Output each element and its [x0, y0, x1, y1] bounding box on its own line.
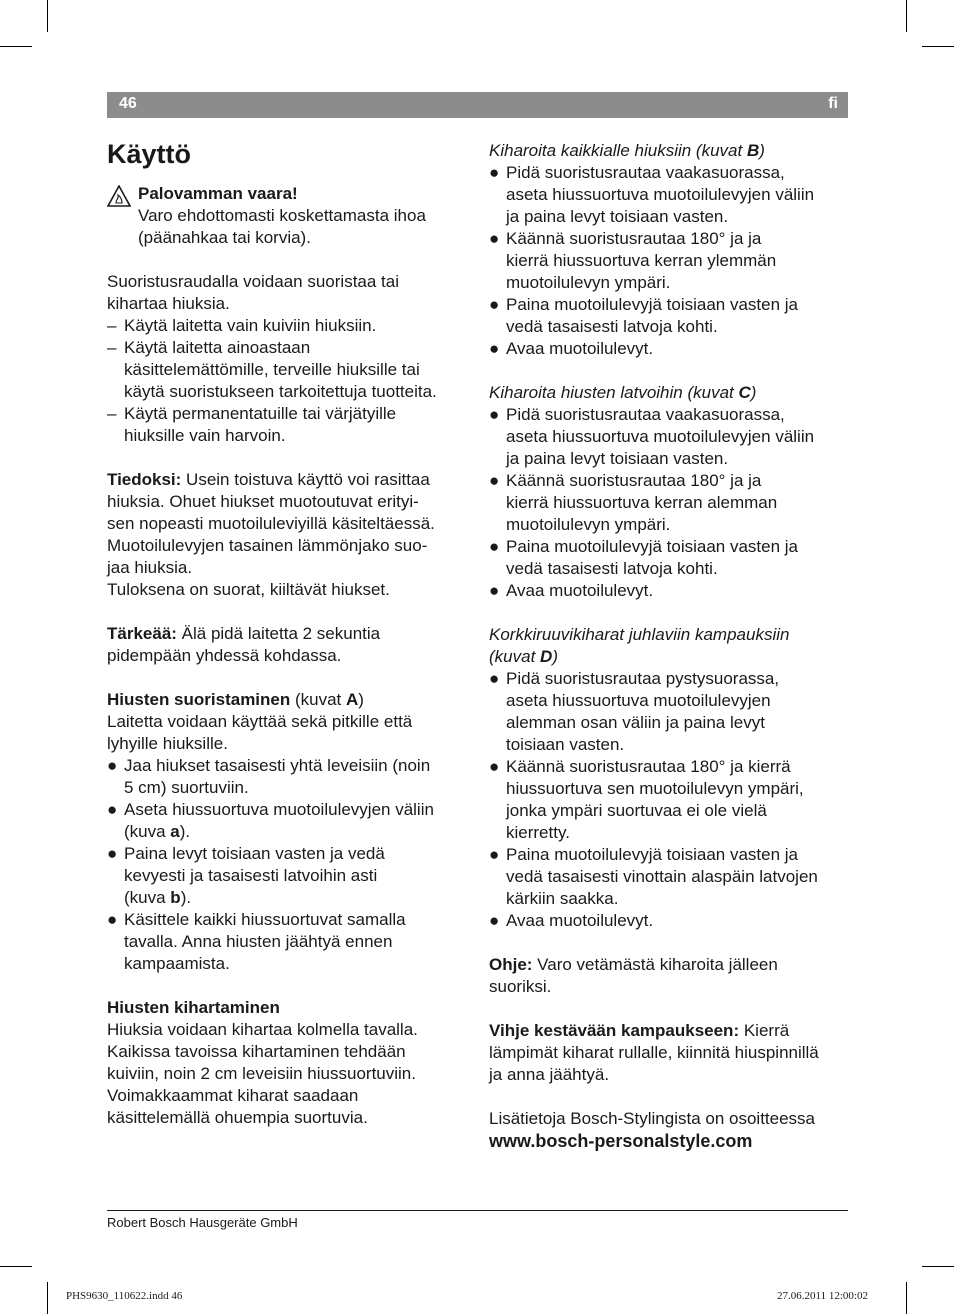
bullet-item: ● Avaa muotoilulevyt.: [489, 339, 654, 358]
note-paragraph: Ohje: Varo vetämästä kiharoita jälleen: [489, 955, 778, 974]
section-heading: (kuvat D): [489, 647, 558, 666]
bullet-item: ● Paina muotoilulevyjä toisiaan vasten ja vedä tasaisesti vinottain alaspäin latvojen kärkiin saakka.: [489, 845, 818, 908]
intro-line: kihartaa hiuksia.: [107, 294, 230, 313]
slug-file: PHS9630_110622.indd 46: [66, 1290, 183, 1302]
bullet-item: ● Paina muotoilulevyjä toisiaan vasten ja vedä tasaisesti latvoja kohti.: [489, 295, 799, 336]
crop-mark: [922, 46, 954, 47]
slug-datetime: 27.06.2011 12:00:02: [777, 1290, 868, 1302]
crop-mark: [47, 1282, 48, 1314]
bullet-item: ● Avaa muotoilulevyt.: [489, 581, 654, 600]
info-label: Tiedoksi:: [107, 470, 182, 489]
crop-mark: [906, 1282, 907, 1314]
bullet-item: ● Paina muotoilulevyjä toisiaan vasten ja vedä tasaisesti latvoja kohti.: [489, 537, 799, 578]
bullet-item: ● Käännä suoristusrautaa 180° ja ja kierrä hiussuortuva kerran ylemmän muotoilulevyn ympäri.: [489, 229, 777, 292]
bullet-item: ● Pidä suoristusrautaa vaakasuorassa, aseta hiussuortuva muotoilulevyjen väliin ja paina levyt toisiaan vasten.: [489, 163, 815, 226]
crop-mark: [0, 46, 32, 47]
left-column: Palovamman vaara! Varo ehdottomasti koskettamasta ihoa (päänahkaa tai korvia). Suoristusraudalla voidaan suoristaa tai kihartaa hiuksia. – Käytä laitetta vain kuiviin hiuksiin. – Käytä laitetta ainoastaan käsittelemättömille, terveille hiuksille tai käytä suoristukseen tarkoitettuja tuotteita. – Käytä permanentatuille tai värjätyille hiuksille vain harvoin. Tiedoksi: Usein toistuva käyttö voi rasittaa hiuksia. Ohuet hiukset muotoutuvat erityi- sen nopeasti muotoiluleviyillä käsiteltäessä. Muotoilulevyjen tasainen lämmönjako suo- jaa hiuksia. Tuloksena on suorat, kiiltävät hiukset. Tärkeää: Älä pidä laitetta 2 sekuntia pidempään yhdessä kohdassa. Hiusten suoristaminen (kuvat A) Laitetta voidaan käyttää sekä pitkille että lyhyille hiuksille. ● Jaa hiukset tasaisesti yhtä leveisiin (noin 5 cm) suortuviin. ● Aseta hiussuortuva muotoilulevyjen väliin (kuva a). ● Paina levyt toisiaan vasten ja vedä kevyesti ja tasaisesti latvoihin asti (kuva b). ● Käsittele kaikki hiussuortuvat samalla tavalla. Anna hiusten jäähtyä ennen kampaamista. Hiusten kihartaminen Hiuksia voidaan kihartaa kolmella tavalla. Kaikissa tavoissa kihartaminen tehdään kuiviin, noin 2 cm leveisiin hiussuortuviin. Voimakkaammat kiharat saadaan käsittelemällä ohuempia suortuvia.: [107, 183, 472, 1129]
important-paragraph: Tärkeää: Älä pidä laitetta 2 sekuntia: [107, 624, 381, 643]
page-title: Käyttö: [107, 139, 192, 169]
bullet-item: ● Käännä suoristusrautaa 180° ja kierrä hiussuortuva sen muotoilulevyn ympäri, jonka ympäri suortuvaa ei ole vielä kierretty.: [489, 757, 804, 842]
straightening-heading: Hiusten suoristaminen (kuvat A): [107, 690, 364, 709]
bullet-item: ● Pidä suoristusrautaa vaakasuorassa, aseta hiussuortuva muotoilulevyjen väliin ja paina levyt toisiaan vasten.: [489, 405, 815, 468]
page-number: 46: [119, 95, 137, 112]
bullet-item: ● Käännä suoristusrautaa 180° ja ja kierrä hiussuortuva kerran alemman muotoilulevyn ympäri.: [489, 471, 778, 534]
warning-line: (päänahkaa tai korvia).: [138, 228, 311, 247]
warning-triangle-icon: [107, 185, 131, 207]
company-name: Robert Bosch Hausgeräte GmbH: [107, 1215, 298, 1230]
section-heading: Kiharoita kaikkialle hiuksiin (kuvat B): [489, 141, 765, 160]
more-info: Lisätietoja Bosch-Stylingista on osoitteessa: [489, 1109, 816, 1128]
curling-heading: Hiusten kihartaminen: [107, 998, 280, 1017]
right-column: Kiharoita kaikkialle hiuksiin (kuvat B) ● Pidä suoristusrautaa vaakasuorassa, aseta hiussuortuva muotoilulevyjen väliin ja paina levyt toisiaan vasten. ● Käännä suoristusrautaa 180° ja ja kierrä hiussuortuva kerran ylemmän muotoilulevyn ympäri. ● Paina muotoilulevyjä toisiaan vasten ja vedä tasaisesti latvoja kohti. ● Avaa muotoilulevyt. Kiharoita hiusten latvoihin (kuvat C) ● Pidä suoristusrautaa vaakasuorassa, aseta hiussuortuva muotoilulevyjen väliin ja paina levyt toisiaan vasten. ● Käännä suoristusrautaa 180° ja ja kierrä hiussuortuva kerran alemman muotoilulevyn ympäri. ● Paina muotoilulevyjä toisiaan vasten ja vedä tasaisesti latvoja kohti. ● Avaa muotoilulevyt. Korkkiruuvikiharat juhlaviin kampauksiin (kuvat D) ● Pidä suoristusrautaa pystysuorassa, aseta hiussuortuva muotoilulevyjen alemman osan väliin ja paina levyt toisiaan vasten. ● Käännä suoristusrautaa 180° ja kierrä hiussuortuva sen muotoilulevyn ympäri, jonka ympäri suortuvaa ei ole vielä kierretty. ● Paina muotoilulevyjä toisiaan vasten ja vedä tasaisesti vinottain alaspäin latvojen kärkiin saakka. ● Avaa muotoilulevyt. Ohje: Varo vetämästä kiharoita jälleen suoriksi. Vihje kestävään kampaukseen: Kierrä lämpimät kiharat rullalle, kiinnitä hiuspinnillä ja anna jäähtyä. Lisätietoja Bosch-Stylingista on osoitteessa www.bosch-personalstyle.com: [489, 140, 851, 1152]
crop-mark: [906, 0, 907, 32]
bullet-item: ● Paina levyt toisiaan vasten ja vedä kevyesti ja tasaisesti latvoihin asti (kuva b).: [107, 844, 385, 907]
header-bar: [107, 92, 848, 118]
crop-mark: [922, 1266, 954, 1267]
intro-line: Suoristusraudalla voidaan suoristaa tai: [107, 272, 400, 291]
crop-mark: [47, 0, 48, 32]
burn-warning: [107, 183, 472, 249]
bullet-item: ● Käsittele kaikki hiussuortuvat samalla tavalla. Anna hiusten jäähtyä ennen kampaamista.: [107, 910, 406, 973]
bullet-item: ● Pidä suoristusrautaa pystysuorassa, aseta hiussuortuva muotoilulevyjen alemman osan väliin ja paina levyt toisiaan vasten.: [489, 669, 780, 754]
bullet-item: ● Jaa hiukset tasaisesti yhtä leveisiin (noin 5 cm) suortuviin.: [107, 756, 431, 797]
website-link[interactable]: www.bosch-personalstyle.com: [489, 1131, 753, 1151]
tip-paragraph: Vihje kestävään kampaukseen: Kierrä: [489, 1021, 790, 1040]
warning-title: Palovamman vaara!: [138, 184, 298, 203]
bullet-item: ● Aseta hiussuortuva muotoilulevyjen väliin (kuva a).: [107, 800, 434, 841]
dash-item: – Käytä permanentatuille tai värjätyille hiuksille vain harvoin.: [107, 404, 397, 445]
section-heading: Kiharoita hiusten latvoihin (kuvat C): [489, 383, 757, 402]
footer-divider: [107, 1210, 848, 1211]
dash-item: – Käytä laitetta ainoastaan käsittelemättömille, terveille hiuksille tai käytä suoristukseen tarkoitettuja tuotteita.: [107, 338, 437, 401]
warning-line: Varo ehdottomasti koskettamasta ihoa: [138, 206, 426, 225]
crop-mark: [0, 1266, 32, 1267]
info-paragraph: Tiedoksi: Usein toistuva käyttö voi rasittaa: [107, 470, 430, 489]
section-heading: Korkkiruuvikiharat juhlaviin kampauksiin: [489, 625, 790, 644]
language-code: fi: [828, 95, 838, 112]
important-label: Tärkeää:: [107, 624, 177, 643]
dash-item: – Käytä laitetta vain kuiviin hiuksiin.: [107, 316, 377, 335]
bullet-item: ● Avaa muotoilulevyt.: [489, 911, 654, 930]
